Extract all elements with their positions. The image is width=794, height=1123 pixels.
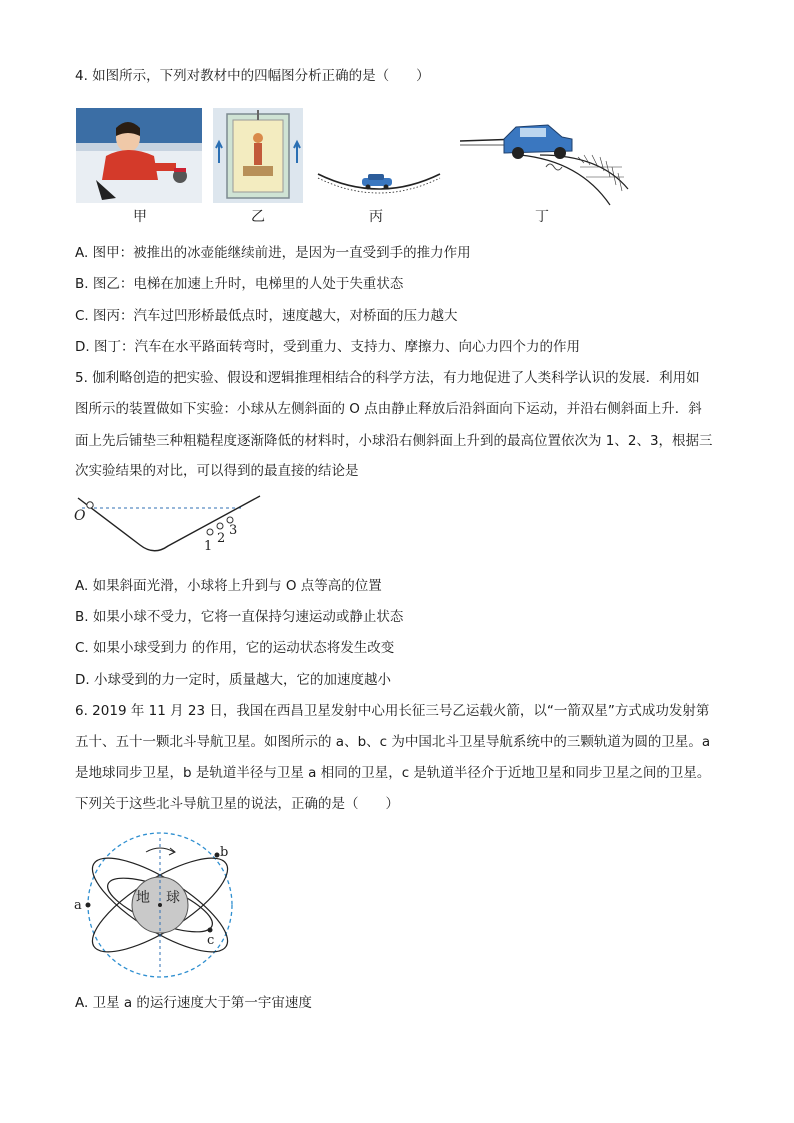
q4-option-d: D. 图丁：汽车在水平路面转弯时，受到重力、支持力、摩擦力、向心力四个力的作用 bbox=[75, 339, 580, 355]
curling-photo bbox=[76, 108, 202, 203]
q5-stem-line-2: 图所示的装置做如下实验：小球从左侧斜面的 O 点由静止释放后沿斜面向下运动，并沿右侧斜面上升．斜 bbox=[75, 401, 702, 417]
q6-stem-line-3: 是地球同步卫星，b 是轨道半径与卫星 a 相同的卫星，c 是轨道半径介于近地卫星和同步卫星之间的卫星。 bbox=[75, 765, 711, 781]
q5-option-b: B. 如果小球不受力，它将一直保持匀速运动或静止状态 bbox=[75, 609, 404, 625]
q5-stem-line-1: 5. 伽利略创造的把实验、假设和逻辑推理相结合的科学方法，有力地促进了人类科学认识的发展．利用如 bbox=[75, 370, 700, 386]
car-turning-figure bbox=[460, 115, 630, 207]
q4-option-b: B. 图乙：电梯在加速上升时，电梯里的人处于失重状态 bbox=[75, 276, 404, 292]
q6-option-a: A. 卫星 a 的运行速度大于第一宇宙速度 bbox=[75, 995, 312, 1011]
q4-stem: 4. 如图所示，下列对教材中的四幅图分析正确的是（ ） bbox=[75, 68, 430, 84]
label-b: b bbox=[220, 845, 229, 860]
q6-stem-line-1: 6. 2019 年 11 月 23 日，我国在西昌卫星发射中心用长征三号乙运载火箭，以“一箭双星”方式成功发射第 bbox=[75, 703, 710, 719]
galileo-ramp-figure bbox=[72, 490, 272, 560]
q6-stem-line-2: 五十、五十一颗北斗导航卫星。如图所示的 a、b、c 为中国北斗卫星导航系统中的三颗轨道为圆的卫星。a bbox=[75, 734, 711, 750]
q5-option-a: A. 如果斜面光滑，小球将上升到与 O 点等高的位置 bbox=[75, 578, 382, 594]
caption-bing: 丙 bbox=[369, 209, 383, 225]
q4-option-c: C. 图丙：汽车过凹形桥最低点时，速度越大，对桥面的压力越大 bbox=[75, 308, 458, 324]
satellite-orbits-figure bbox=[70, 830, 250, 980]
q4-option-a: A. 图甲：被推出的冰壶能继续前进，是因为一直受到手的推力作用 bbox=[75, 245, 471, 261]
label-o: O bbox=[74, 508, 86, 524]
q5-option-c: C. 如果小球受到力 的作用，它的运动状态将发生改变 bbox=[75, 640, 395, 656]
caption-yi: 乙 bbox=[251, 209, 265, 225]
concave-bridge-figure bbox=[314, 160, 444, 200]
label-2: 2 bbox=[217, 531, 226, 546]
q5-option-d: D. 小球受到的力一定时，质量越大，它的加速度越小 bbox=[75, 672, 391, 688]
q5-stem-line-3: 面上先后铺垫三种粗糙程度逐渐降低的材料时，小球沿右侧斜面上升到的最高位置依次为 1、2、3，根据三 bbox=[75, 433, 713, 449]
elevator-figure bbox=[213, 108, 303, 203]
q6-stem-line-4: 下列关于这些北斗导航卫星的说法，正确的是（ ） bbox=[75, 796, 399, 812]
label-earth-right: 球 bbox=[166, 890, 180, 906]
label-3: 3 bbox=[229, 523, 238, 538]
caption-ding: 丁 bbox=[535, 209, 549, 225]
q5-stem-line-4: 次实验结果的对比，可以得到的最直接的结论是 bbox=[75, 463, 359, 479]
label-a: a bbox=[74, 898, 82, 913]
label-earth-left: 地 bbox=[136, 890, 150, 906]
label-c: c bbox=[207, 933, 215, 948]
caption-jia: 甲 bbox=[133, 209, 147, 225]
label-1: 1 bbox=[204, 539, 213, 554]
